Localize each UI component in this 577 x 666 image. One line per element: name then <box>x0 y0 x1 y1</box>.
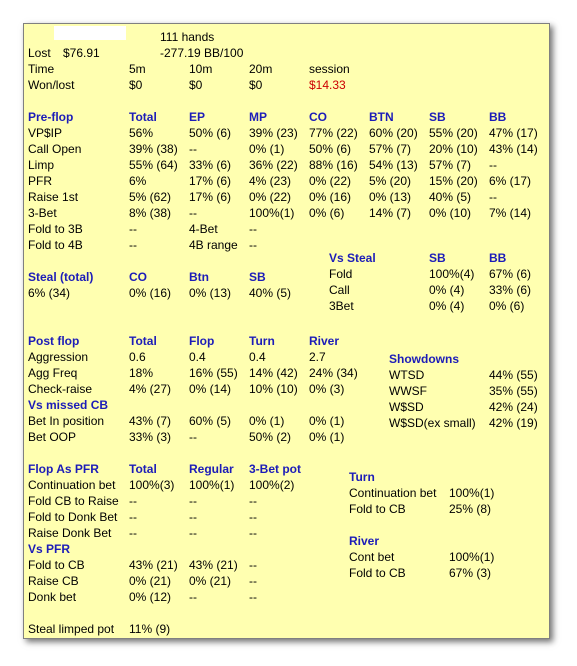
showdown-cell-value: 44% (55) <box>489 368 538 382</box>
showdown-cell-label: WTSD <box>389 368 425 382</box>
flop-pfr-cell-value: -- <box>129 526 137 540</box>
preflop-cell-label: 3-Bet <box>28 206 57 220</box>
showdown-cell-label: WWSF <box>389 384 427 398</box>
preflop-cell-value: 33% (6) <box>189 158 232 172</box>
preflop-cell-value: 39% (38) <box>129 142 178 156</box>
postflop-header: River <box>309 334 340 348</box>
time-header: 10m <box>189 62 213 76</box>
postflop-cell-label: Check-raise <box>28 382 93 396</box>
turn-title: Turn <box>349 470 375 484</box>
steal-header: CO <box>129 270 147 284</box>
postflop-cell-value: 0% (3) <box>309 382 345 396</box>
vs-pfr-cell-value: 0% (12) <box>129 590 172 604</box>
won-lost-value: $0 <box>189 78 203 92</box>
preflop-cell-value: 57% (7) <box>429 158 472 172</box>
flop-pfr-cell-value: -- <box>129 494 137 508</box>
preflop-cell-value: -- <box>489 158 497 172</box>
postflop-cell-value: 24% (34) <box>309 366 358 380</box>
steal-value: 0% (13) <box>189 286 232 300</box>
preflop-cell-value: 0% (6) <box>309 206 345 220</box>
postflop-cell-value: 18% <box>129 366 154 380</box>
flop-pfr-header: 3-Bet pot <box>249 462 301 476</box>
vs-pfr-cell-value: 0% (21) <box>129 574 172 588</box>
preflop-cell-value: 7% (14) <box>489 206 532 220</box>
steal-limped-label: Steal limped pot <box>28 622 115 636</box>
vs-pfr-cell-value: -- <box>249 590 257 604</box>
showdown-cell-label: W$SD <box>389 400 424 414</box>
won-lost-value: $14.33 <box>309 78 346 92</box>
flop-pfr-cell-value: -- <box>129 510 137 524</box>
river-cell-value: 67% (3) <box>449 566 492 580</box>
postflop-header: Post flop <box>28 334 80 348</box>
preflop-cell-value: 0% (13) <box>369 190 412 204</box>
won-lost-value: $0 <box>249 78 263 92</box>
missed-cb-cell-value: 43% (7) <box>129 414 172 428</box>
preflop-cell-value: 5% (62) <box>129 190 172 204</box>
vs-steal-cell-value: 0% (6) <box>489 299 525 313</box>
vs-steal-cell-value: 0% (4) <box>429 283 465 297</box>
postflop-cell-label: Aggression <box>28 350 89 364</box>
showdown-cell-value: 42% (19) <box>489 416 538 430</box>
steal-value: 0% (16) <box>129 286 172 300</box>
preflop-cell-label: Raise 1st <box>28 190 79 204</box>
hands-count: 111 hands <box>160 30 215 44</box>
missed-cb-cell-value: 33% (3) <box>129 430 172 444</box>
preflop-cell-value: 54% (13) <box>369 158 418 172</box>
postflop-cell-value: 14% (42) <box>249 366 298 380</box>
preflop-cell-value: 43% (14) <box>489 142 538 156</box>
preflop-cell-value: 5% (20) <box>369 174 412 188</box>
postflop-header: Total <box>129 334 157 348</box>
preflop-cell-value: 0% (1) <box>249 142 285 156</box>
won-lost-value: $0 <box>129 78 143 92</box>
flop-pfr-cell-value: 100%(3) <box>129 478 175 492</box>
preflop-cell-value: 50% (6) <box>309 142 352 156</box>
preflop-cell-value: 8% (38) <box>129 206 172 220</box>
flop-pfr-cell-label: Fold to Donk Bet <box>28 510 118 524</box>
preflop-cell-value: -- <box>129 238 137 252</box>
vs-steal-cell-value: 33% (6) <box>489 283 532 297</box>
vs-pfr-cell-label: Donk bet <box>28 590 77 604</box>
hud-stats-panel <box>23 23 550 639</box>
steal-value: 40% (5) <box>249 286 292 300</box>
missed-cb-cell-value: 0% (1) <box>309 430 345 444</box>
time-header: Time <box>28 62 55 76</box>
showdown-cell-label: W$SD(ex small) <box>389 416 476 430</box>
preflop-cell-label: PFR <box>28 174 52 188</box>
steal-header: SB <box>249 270 266 284</box>
preflop-header: BB <box>489 110 507 124</box>
flop-pfr-cell-label: Raise Donk Bet <box>28 526 112 540</box>
postflop-cell-value: 10% (10) <box>249 382 298 396</box>
preflop-cell-value: 40% (5) <box>429 190 472 204</box>
preflop-cell-value: -- <box>249 222 257 236</box>
preflop-cell-value: 77% (22) <box>309 126 358 140</box>
preflop-cell-value: 57% (7) <box>369 142 412 156</box>
preflop-header: MP <box>249 110 267 124</box>
missed-cb-cell-value: 50% (2) <box>249 430 292 444</box>
postflop-cell-label: Agg Freq <box>28 366 78 380</box>
preflop-cell-value: 17% (6) <box>189 174 232 188</box>
preflop-cell-value: 14% (7) <box>369 206 412 220</box>
vs-steal-cell-label: Call <box>329 283 350 297</box>
preflop-cell-value: 6% <box>129 174 147 188</box>
vs-pfr-cell-value: 43% (21) <box>189 558 238 572</box>
preflop-cell-value: 4% (23) <box>249 174 292 188</box>
flop-pfr-cell-value: 100%(2) <box>249 478 295 492</box>
flop-pfr-cell-value: -- <box>249 510 257 524</box>
preflop-cell-value: 6% (17) <box>489 174 532 188</box>
flop-pfr-cell-label: Continuation bet <box>28 478 116 492</box>
preflop-cell-value: 55% (20) <box>429 126 478 140</box>
preflop-cell-value: 55% (64) <box>129 158 178 172</box>
river-cell-label: Cont bet <box>349 550 395 564</box>
flop-pfr-cell-value: -- <box>189 526 197 540</box>
preflop-cell-value: 39% (23) <box>249 126 298 140</box>
vs-steal-cell-label: Fold <box>329 267 353 281</box>
steal-header: Steal (total) <box>28 270 94 284</box>
postflop-cell-value: 16% (55) <box>189 366 238 380</box>
showdowns-title: Showdowns <box>389 352 459 366</box>
preflop-cell-value: 0% (10) <box>429 206 472 220</box>
flop-pfr-cell-value: -- <box>249 494 257 508</box>
preflop-header: EP <box>189 110 206 124</box>
postflop-cell-value: 0.6 <box>129 350 146 364</box>
preflop-cell-value: 20% (10) <box>429 142 478 156</box>
vs-pfr-title: Vs PFR <box>28 542 71 556</box>
bb-rate: -277.19 BB/100 <box>160 46 244 60</box>
preflop-cell-value: 0% (16) <box>309 190 352 204</box>
turn-cell-value: 25% (8) <box>449 502 492 516</box>
vs-pfr-cell-value: 0% (21) <box>189 574 232 588</box>
missed-cb-title: Vs missed CB <box>28 398 109 412</box>
preflop-header: Pre-flop <box>28 110 74 124</box>
preflop-header: BTN <box>369 110 394 124</box>
preflop-cell-value: 4B range <box>189 238 238 252</box>
preflop-cell-value: -- <box>189 206 197 220</box>
missed-cb-cell-value: -- <box>189 430 197 444</box>
preflop-cell-value: 15% (20) <box>429 174 478 188</box>
preflop-header: Total <box>129 110 157 124</box>
vs-steal-cell-label: 3Bet <box>329 299 354 313</box>
postflop-cell-value: 0.4 <box>189 350 206 364</box>
flop-pfr-cell-value: -- <box>189 494 197 508</box>
preflop-cell-label: Limp <box>28 158 55 172</box>
preflop-cell-value: 60% (20) <box>369 126 418 140</box>
turn-cell-label: Continuation bet <box>349 486 437 500</box>
preflop-cell-value: 36% (22) <box>249 158 298 172</box>
postflop-cell-value: 0% (14) <box>189 382 232 396</box>
preflop-cell-value: 88% (16) <box>309 158 358 172</box>
steal-limped-value: 11% (9) <box>129 622 171 636</box>
preflop-cell-value: 50% (6) <box>189 126 232 140</box>
preflop-cell-value: -- <box>489 190 497 204</box>
vs-pfr-cell-value: -- <box>249 574 257 588</box>
vs-steal-header: BB <box>489 251 507 265</box>
time-header: 5m <box>129 62 146 76</box>
preflop-cell-value: 56% <box>129 126 154 140</box>
flop-pfr-header: Total <box>129 462 157 476</box>
postflop-cell-value: 2.7 <box>309 350 326 364</box>
preflop-cell-value: 0% (22) <box>309 174 352 188</box>
vs-steal-header: Vs Steal <box>329 251 376 265</box>
preflop-cell-label: Call Open <box>28 142 82 156</box>
lost-label: Lost <box>28 46 51 60</box>
missed-cb-cell-value: 0% (1) <box>309 414 345 428</box>
preflop-cell-value: 17% (6) <box>189 190 232 204</box>
missed-cb-cell-label: Bet OOP <box>28 430 77 444</box>
missed-cb-cell-value: 0% (1) <box>249 414 285 428</box>
preflop-cell-value: 47% (17) <box>489 126 538 140</box>
preflop-cell-value: 100%(1) <box>249 206 295 220</box>
preflop-cell-value: 0% (22) <box>249 190 292 204</box>
flop-pfr-cell-value: -- <box>249 526 257 540</box>
vs-steal-header: SB <box>429 251 446 265</box>
flop-pfr-cell-value: -- <box>189 510 197 524</box>
flop-pfr-cell-value: 100%(1) <box>189 478 235 492</box>
showdown-cell-value: 35% (55) <box>489 384 538 398</box>
preflop-cell-value: -- <box>189 142 197 156</box>
postflop-cell-value: 0.4 <box>249 350 266 364</box>
preflop-cell-label: Fold to 4B <box>28 238 83 252</box>
lost-amount: $76.91 <box>63 46 100 60</box>
vs-steal-cell-value: 100%(4) <box>429 267 475 281</box>
time-header: 20m <box>249 62 273 76</box>
preflop-cell-label: Fold to 3B <box>28 222 83 236</box>
preflop-cell-value: -- <box>249 238 257 252</box>
time-header: session <box>309 62 350 76</box>
flop-pfr-header: Regular <box>189 462 234 476</box>
postflop-header: Flop <box>189 334 215 348</box>
vs-pfr-cell-value: -- <box>189 590 197 604</box>
steal-header: Btn <box>189 270 209 284</box>
vs-steal-cell-value: 67% (6) <box>489 267 532 281</box>
preflop-cell-value: 4-Bet <box>189 222 218 236</box>
turn-cell-value: 100%(1) <box>449 486 495 500</box>
vs-steal-cell-value: 0% (4) <box>429 299 465 313</box>
steal-value: 6% (34) <box>28 286 71 300</box>
showdown-cell-value: 42% (24) <box>489 400 538 414</box>
flop-pfr-cell-label: Fold CB to Raise <box>28 494 119 508</box>
missed-cb-cell-value: 60% (5) <box>189 414 232 428</box>
preflop-cell-label: VP$IP <box>28 126 63 140</box>
vs-pfr-cell-label: Fold to CB <box>28 558 85 572</box>
preflop-cell-value: -- <box>129 222 137 236</box>
river-title: River <box>349 534 380 548</box>
river-cell-value: 100%(1) <box>449 550 495 564</box>
vs-pfr-cell-value: 43% (21) <box>129 558 178 572</box>
river-cell-label: Fold to CB <box>349 566 406 580</box>
preflop-header: CO <box>309 110 327 124</box>
postflop-header: Turn <box>249 334 275 348</box>
vs-pfr-cell-label: Raise CB <box>28 574 79 588</box>
flop-pfr-header: Flop As PFR <box>28 462 99 476</box>
missed-cb-cell-label: Bet In position <box>28 414 105 428</box>
player-name-mask <box>54 26 126 40</box>
won-lost-label: Won/lost <box>28 78 75 92</box>
preflop-header: SB <box>429 110 446 124</box>
turn-cell-label: Fold to CB <box>349 502 406 516</box>
postflop-cell-value: 4% (27) <box>129 382 172 396</box>
vs-pfr-cell-value: -- <box>249 558 257 572</box>
